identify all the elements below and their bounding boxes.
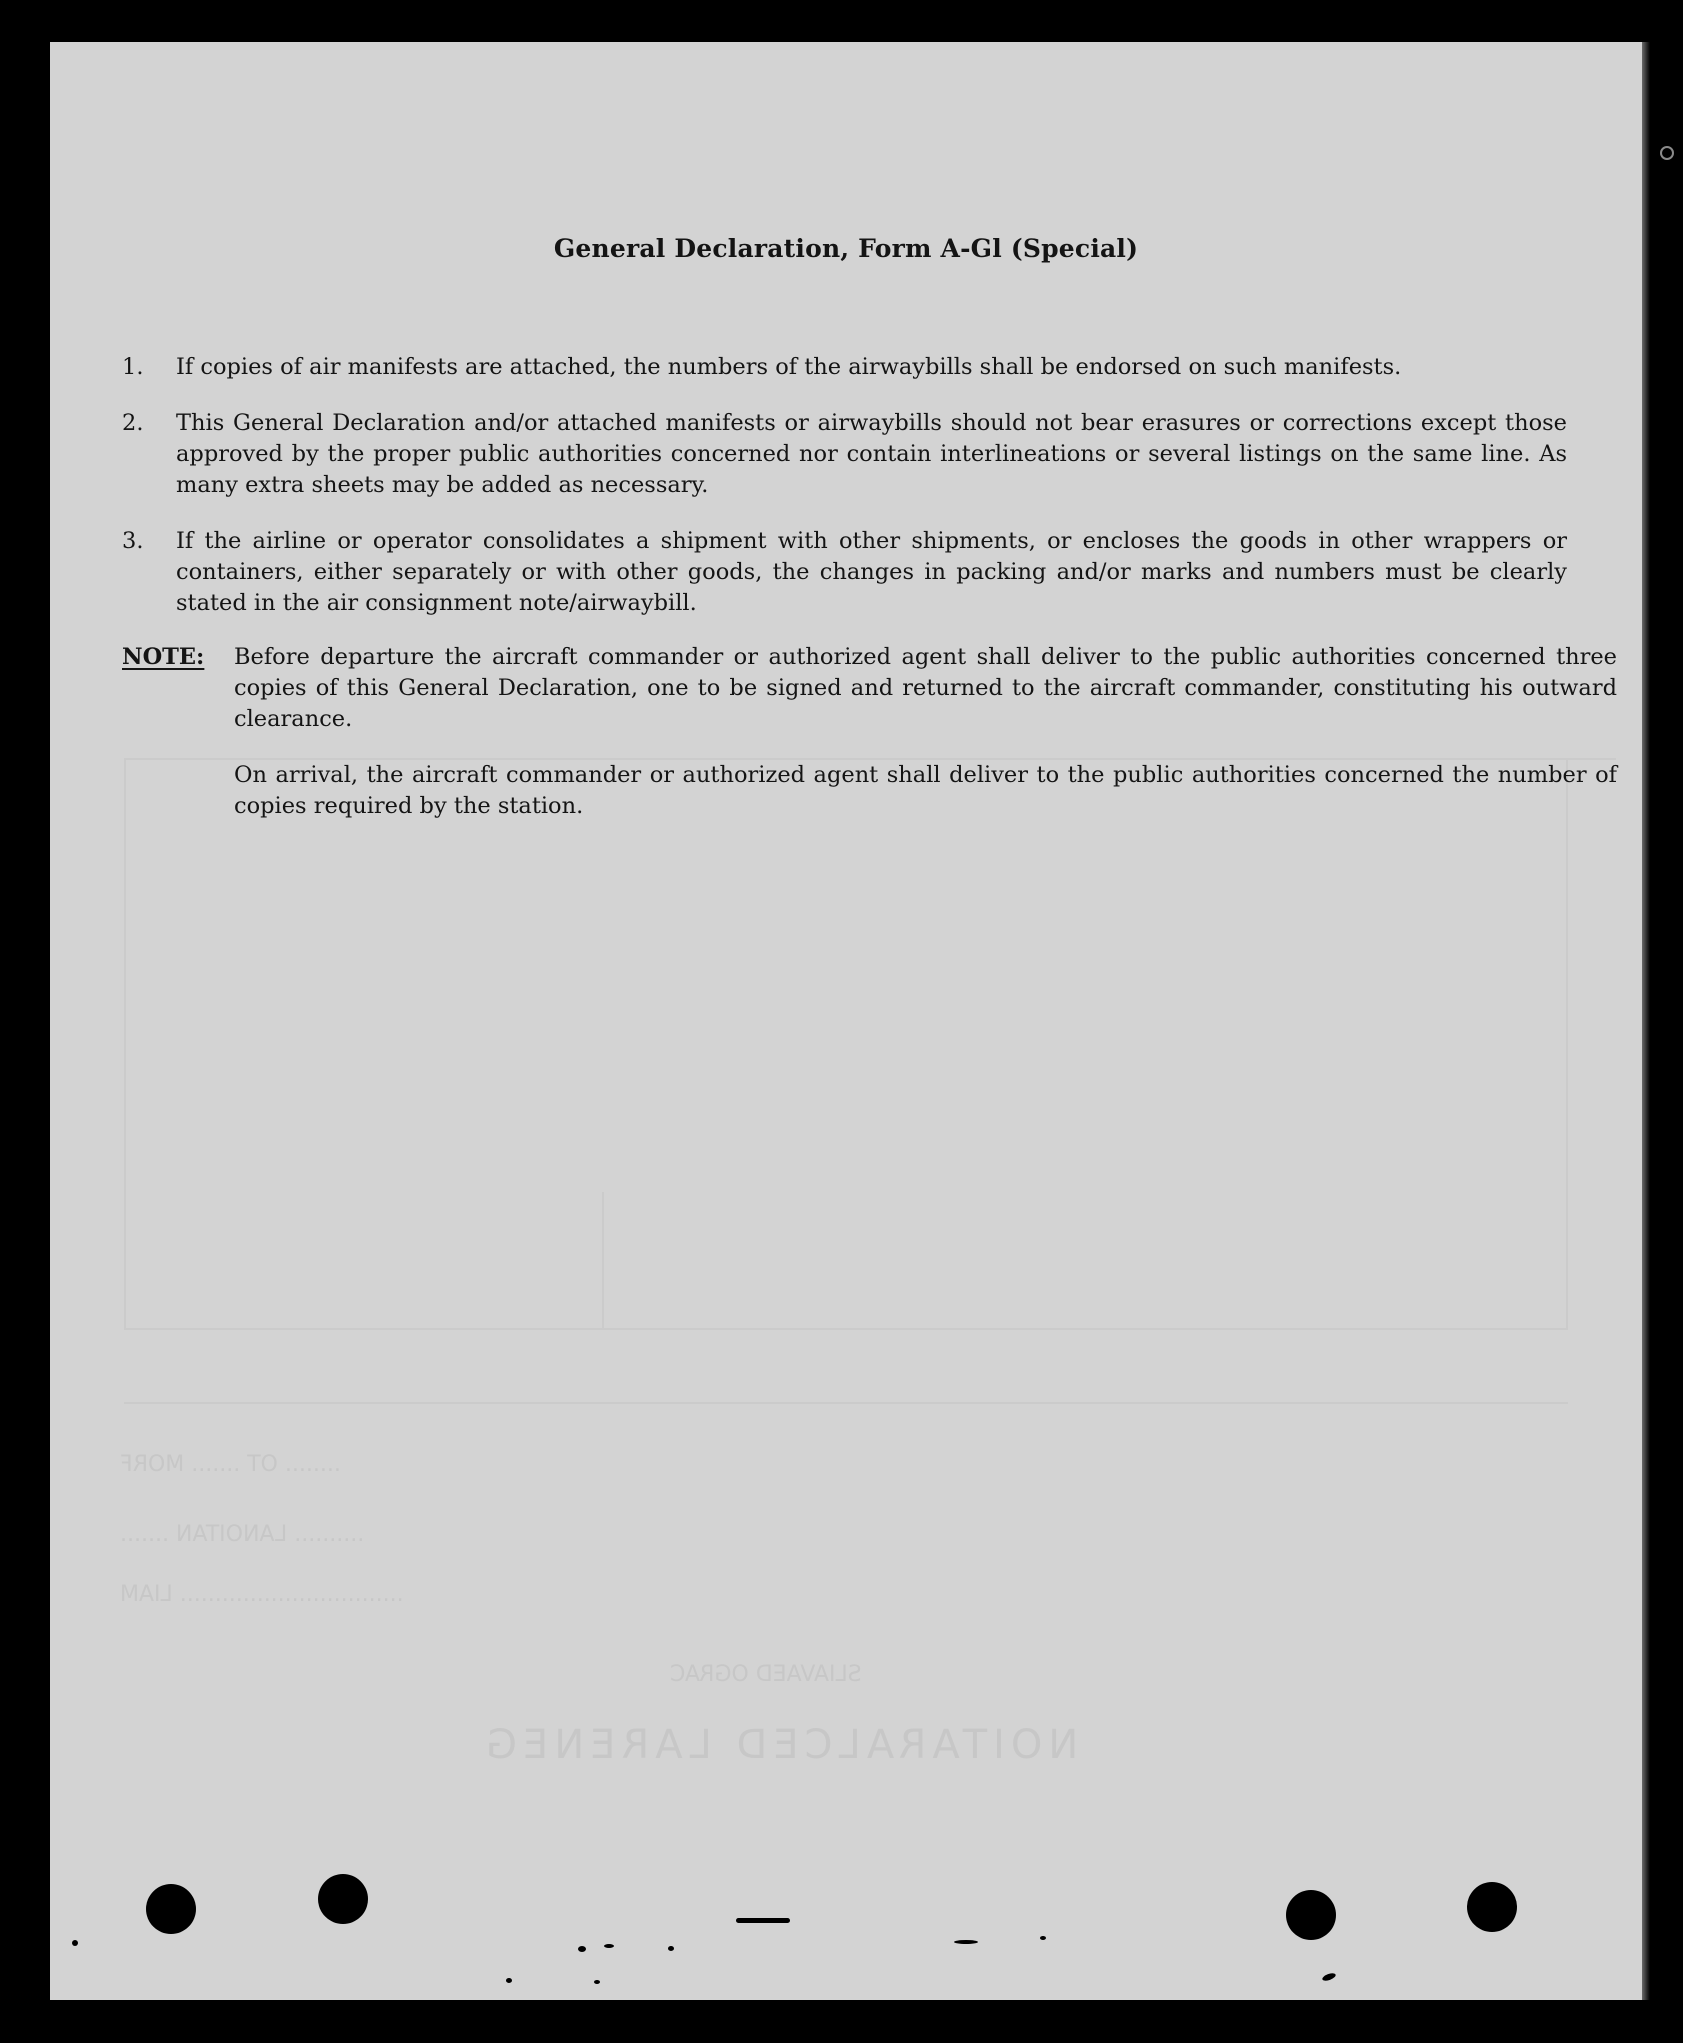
speck — [594, 1980, 600, 1984]
scan-artifact — [1660, 146, 1674, 160]
show-through-frame-bottom — [124, 1328, 1568, 1330]
speck — [1040, 1936, 1046, 1940]
show-through-frame-left — [124, 758, 126, 1328]
show-through-line-3: ................................ LIAM — [120, 1582, 404, 1607]
speck — [506, 1978, 512, 1983]
show-through-divider — [602, 1192, 604, 1328]
speck — [1321, 1972, 1336, 1982]
page-edge-shadow — [1642, 42, 1650, 2000]
show-through-subheading: SLIAVAED OGRAC — [670, 1662, 862, 1687]
speck — [954, 1940, 978, 1944]
speck — [736, 1918, 790, 1923]
item-number: 2. — [122, 410, 144, 436]
show-through-line-2: .......... LANOITAN ....... — [120, 1522, 365, 1547]
show-through-frame-right — [1566, 758, 1568, 1328]
page-title: General Declaration, Form A-Gl (Special) — [553, 234, 1139, 263]
note-label: NOTE: — [122, 644, 205, 670]
punch-hole — [1286, 1890, 1336, 1940]
item-text: If the airline or operator consolidates a shipment with other shipments, or encloses the goods in other wrappers or containers, either separately or with other goods, the changes in packing and/or marks and numbers must be clearly stated in the air consignment note/airwaybill. — [176, 528, 1567, 616]
document-page — [50, 42, 1642, 2000]
speck — [578, 1946, 586, 1952]
item-text: This General Declaration and/or attached manifests or airwaybills should not bear erasures or corrections except those approved by the proper public authorities concerned nor contain interlineations or several listings on the same line. As many extra sheets may be added as necessary. — [176, 410, 1567, 498]
list-item — [122, 526, 1567, 619]
show-through-line-1: ........ OT ....... MORF — [120, 1452, 341, 1477]
show-through-rule — [124, 1402, 1568, 1404]
punch-hole — [1467, 1882, 1517, 1932]
list-item — [122, 352, 1567, 383]
speck — [72, 1940, 78, 1946]
item-text: If copies of air manifests are attached, the numbers of the airwaybills shall be endorsed on such manifests. — [176, 354, 1402, 380]
punch-hole — [318, 1874, 368, 1924]
show-through-heading: NOITARALCED LARENEG — [480, 1722, 1079, 1768]
item-number: 3. — [122, 528, 144, 554]
speck — [668, 1946, 674, 1951]
item-number: 1. — [122, 354, 144, 380]
speck — [604, 1944, 614, 1948]
list-item — [122, 408, 1567, 501]
punch-hole — [146, 1884, 196, 1934]
note-paragraph: On arrival, the aircraft commander or authorized agent shall deliver to the public authorities concerned the number of copies required by the station. — [234, 762, 1617, 819]
note-paragraph: Before departure the aircraft commander or authorized agent shall deliver to the public authorities concerned three copies of this General Declaration, one to be signed and returned to the aircraft commander, constituting his outward clearance. — [234, 644, 1617, 732]
